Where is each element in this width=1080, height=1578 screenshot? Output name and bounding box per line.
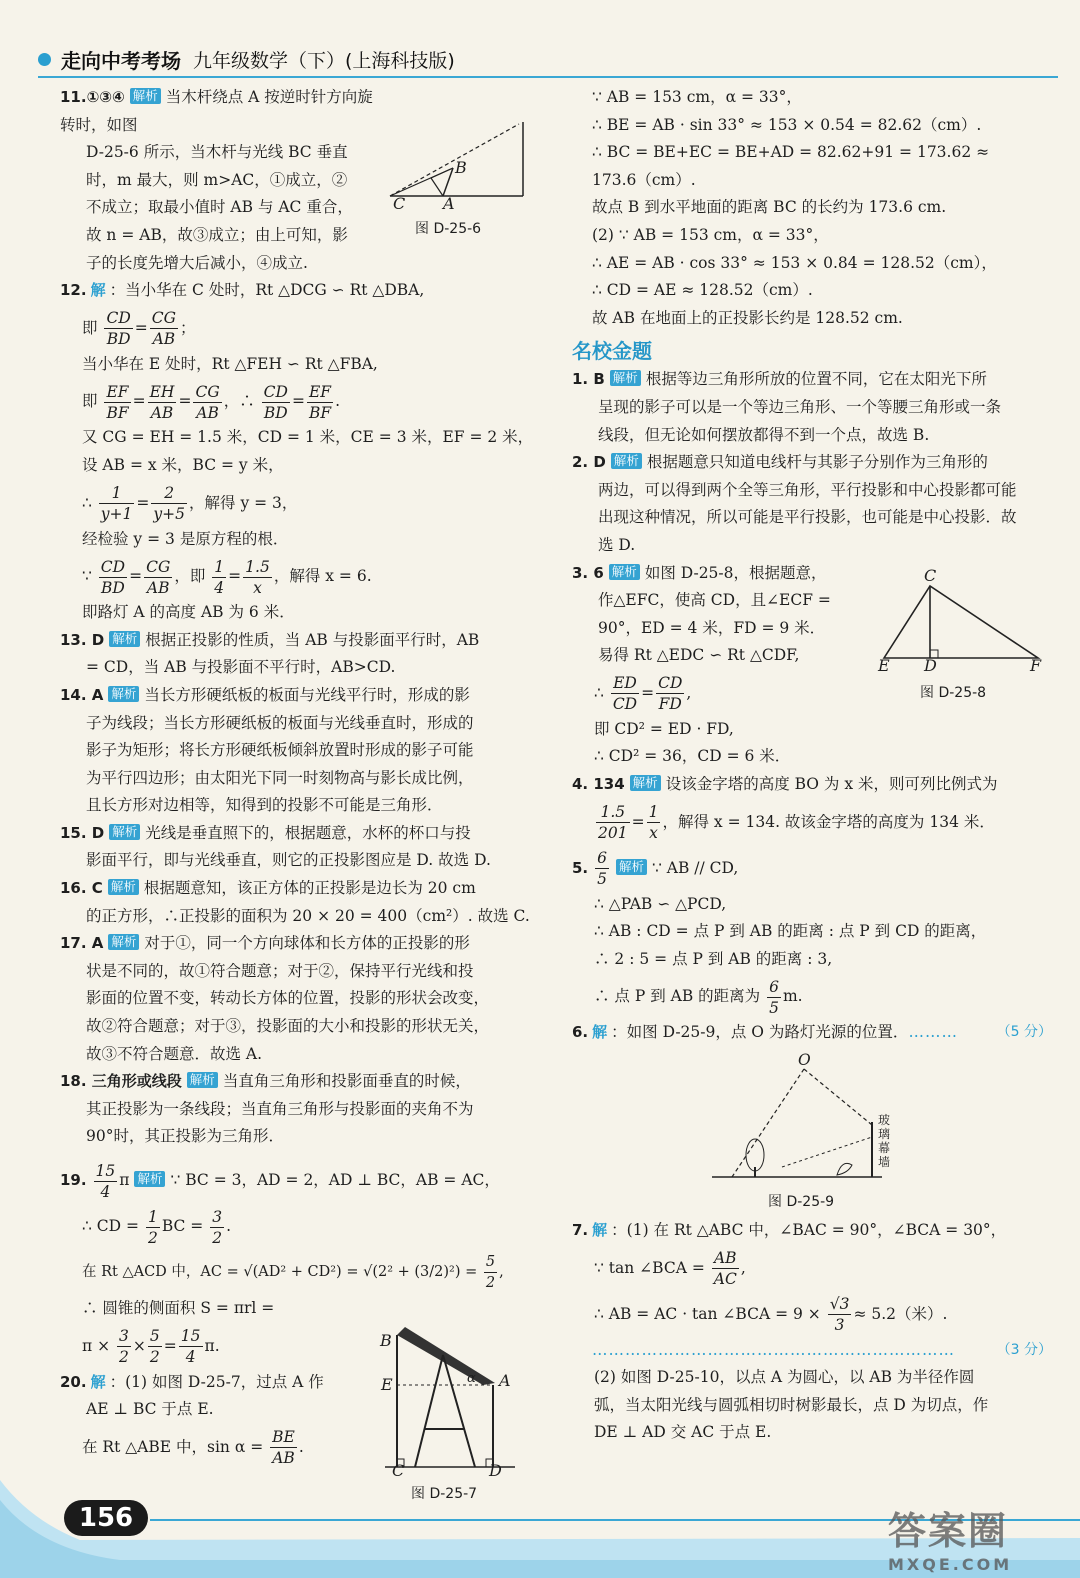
fraction	[179, 1326, 203, 1367]
text-line: ∴ AB : CD = 点 P 到 AB 的距离 : 点 P 到 CD 的距离，	[594, 922, 987, 941]
fig-label: F	[1030, 656, 1042, 675]
analysis-tag: 解析	[609, 564, 640, 580]
denominator: 4	[214, 578, 225, 597]
text-line: 选 D.	[598, 535, 636, 554]
figure-caption: 图 D-25-6	[415, 221, 482, 237]
answer-number: 3. 6	[572, 563, 604, 582]
figure-caption: 图 D-25-8	[920, 685, 987, 701]
answer-number: 17. A	[60, 934, 104, 953]
numerator: AB	[712, 1248, 739, 1269]
header-rule	[38, 76, 1058, 78]
text-line: ∴ AE = AB · cos 33° ≈ 153 × 0.84 = 128.52（cm），	[592, 253, 997, 272]
right-column	[572, 84, 1052, 1447]
analysis-tag: 解析	[109, 631, 140, 647]
answer-number: 7.	[572, 1221, 589, 1240]
answer-number: 18. 三角形或线段	[60, 1072, 182, 1091]
text-line: 影面平行，即与光线垂直，则它的正投影图应是 D. 故选 D.	[86, 851, 491, 870]
fig-label: C	[392, 1461, 405, 1480]
answer-number: 20.	[60, 1372, 87, 1391]
leader-dots: …………………………………………………………	[592, 1340, 955, 1359]
fraction	[210, 1207, 224, 1248]
section-title: 名校金题	[572, 339, 652, 364]
text-line: 为平行四边形；由太阳光下同一时刻物高与影长成比例，	[86, 768, 474, 787]
figure-caption: 图 D-25-9	[768, 1194, 835, 1211]
glass-wall-char: 幕	[878, 1141, 891, 1156]
answer-number: 13. D	[60, 630, 105, 649]
text: ∴ CD =	[82, 1217, 139, 1235]
fraction	[104, 382, 130, 423]
fig-label: A	[499, 1371, 511, 1390]
numerator: CD	[658, 674, 683, 693]
answer-number: 11.①③④	[60, 88, 125, 106]
numerator: ED	[611, 673, 639, 694]
analysis-tag: 解析	[134, 1171, 165, 1187]
text-line: 子为线段；当长方形硬纸板的板面与光线垂直时，形成的	[86, 713, 474, 732]
denominator: x	[649, 824, 658, 843]
answer-number: 16. C	[60, 879, 103, 898]
figure-caption: 图 D-25-7	[411, 1486, 478, 1502]
text: ，∴	[223, 392, 255, 411]
answer-r4	[572, 771, 1052, 845]
fig-label: B	[380, 1331, 392, 1350]
analysis-tag: 解析	[187, 1072, 218, 1088]
analysis-tag: 解析	[616, 859, 647, 875]
denominator: y+5	[153, 505, 186, 524]
text: ×	[132, 1336, 146, 1355]
text-line: 两边，可以得到两个全等三角形，平行投影和中心投影都可能	[598, 480, 1017, 499]
denominator: y+1	[100, 505, 133, 524]
text-line: 的正方形，∴正投影的面积为 20 × 20 = 400（cm²）. 故选 C.	[86, 906, 530, 925]
text: 在 Rt △ACD 中，AC = √(AD² + CD²) = √(2² + (3/2)²) =	[82, 1264, 478, 1280]
text-line: 故 n = AB，故③成立；由上可知，影	[86, 225, 348, 244]
denominator: BD	[101, 578, 125, 597]
text-line: 即路灯 A 的高度 AB 为 6 米．	[82, 603, 295, 622]
fraction	[148, 382, 177, 423]
fraction	[99, 557, 127, 598]
text: ,	[499, 1264, 504, 1280]
denominator: AB	[196, 403, 219, 422]
numerator: 1	[147, 1207, 158, 1226]
numerator: CD	[100, 557, 126, 576]
fraction	[767, 977, 781, 1018]
left-column	[60, 84, 550, 1470]
math-line	[60, 1203, 550, 1249]
text-line: 故点 B 到水平地面的距离 BC 的长约为 173.6 cm.	[592, 198, 947, 217]
text-line: 子的长度先增大后减小，④成立.	[86, 253, 308, 272]
analysis-tag: 解析	[610, 370, 641, 386]
numerator: EF	[104, 382, 130, 403]
fig-label: E	[878, 656, 890, 675]
denominator: 2	[485, 1274, 496, 1291]
text: =	[163, 1336, 177, 1355]
fig-label: D	[924, 656, 937, 675]
numerator: 1.5	[245, 557, 270, 576]
denominator: BD	[106, 330, 131, 349]
text-line: 且长方形对边相等，知得到的投影不可能是三角形．	[86, 796, 443, 815]
answer-number: 14. A	[60, 685, 104, 704]
denominator: 2	[212, 1228, 223, 1247]
text: π.	[204, 1336, 220, 1355]
math-line	[60, 1249, 550, 1295]
text-line: 影面的位置不变，转动长方体的位置，投影的形状会改变，	[86, 989, 490, 1008]
fraction	[151, 483, 187, 524]
text: .	[226, 1217, 232, 1235]
text-line: 故 AB 在地面上的正投影长约是 128.52 cm.	[592, 308, 903, 327]
text: 即	[82, 318, 98, 337]
answer-12: 12. 解 ：当小华在 C 处时，Rt △DCG ∽ Rt △DBA, 即 $\frac{CD}{BD}$ = $\frac{CG}{AB}$ ； 当小华在 E 处时，Rt △FEH ∽ Rt △FBA, 即 $\frac{EF}{BF}$ = $\frac{EH}{AB}$ = $\frac{CG}{AB}$ ，∴ $\frac{CD}{BD}$ = $\frac{EF}{BF}$ . 又 CG = EH = 1.5 米，CD = 1 米，CE = 3 米，EF = 2 米， 设 AB = x 米，BC = y 米， ∴ $\frac{1}{y+1}$ = $\frac{2}{y+5}$ ，解得 y = 3， 经检验 y = 3 是原方程的根． ∵ $\frac{CD}{BD}$ = $\frac{CG}{AB}$ ，即 $\frac{1}{4}$ = $\frac{1.5}{x}$ ，解得 x = 6. 即路灯 A 的高度 AB 为 6 米．	[60, 277, 550, 627]
glass-wall-char: 璃	[878, 1127, 891, 1142]
text-line: 当长方形硬纸板的板面与光线平行时，形成的影	[144, 685, 470, 704]
fraction	[104, 308, 132, 349]
text: 在 Rt △ABE 中，sin α =	[82, 1437, 264, 1456]
text-line: 根据题意只知道电线杆与其影子分别作为三角形的	[646, 453, 988, 472]
denominator: AB	[272, 1449, 295, 1468]
math-line: ∴ $\frac{1}{y+1}$ = $\frac{2}{y+5}$ ，解得 y = 3，	[82, 484, 298, 524]
text-line: 不成立；取最小值时 AB 与 AC 重合，	[86, 198, 353, 217]
answer-r1	[572, 366, 1052, 449]
math-line	[572, 1245, 1052, 1291]
watermark-url: MXQE.COM	[888, 1555, 1013, 1574]
answer-14	[60, 682, 550, 820]
fraction	[647, 802, 661, 843]
numerator: 15	[180, 1327, 201, 1346]
denominator: 2	[147, 1228, 158, 1247]
score-line	[572, 1337, 1052, 1365]
text-line: 光线是垂直照下的，根据题意，水杯的杯口与投	[145, 823, 471, 842]
denominator: FD	[658, 695, 682, 714]
numerator: 1	[99, 483, 135, 504]
answer-number: 5.	[572, 858, 589, 877]
text: BC =	[161, 1217, 204, 1235]
numerator: CD	[263, 382, 288, 401]
leader-dots: ………	[908, 1023, 958, 1042]
text-line: = CD，当 AB 与投影面不平行时，AB>CD.	[86, 658, 396, 677]
denominator: BD	[263, 403, 288, 422]
fig-label: E	[381, 1375, 393, 1394]
text: π	[119, 1171, 130, 1189]
math-line: 即 $\frac{EF}{BF}$ = $\frac{EH}{AB}$ = $\frac{CG}{AB}$ ，∴ $\frac{CD}{BD}$ = $\frac{EF}{BF}$ .	[82, 382, 341, 422]
fraction	[828, 1294, 852, 1335]
text-line: 设该金字塔的高度 BO 为 x 米，则可列比例式为	[665, 775, 998, 794]
text-line: 故②符合题意；对于③，投影面的大小和投影的形状无关，	[86, 1017, 490, 1036]
denominator: AB	[146, 578, 170, 597]
text-line: AE ⊥ BC 于点 E.	[86, 1400, 214, 1419]
answer-17	[60, 930, 550, 1068]
watermark-logo	[888, 1500, 1058, 1574]
text-line: 根据等边三角形所放的位置不同，它在太阳光下所	[645, 370, 987, 389]
figure-d-25-9-drawing	[572, 1047, 1052, 1187]
text-line: 影子为矩形；将长方形硬纸板倾斜放置时形成的影子可能	[86, 741, 474, 760]
text-line: (1) 如图 D-25-7，过点 A 作	[125, 1372, 324, 1391]
answer-r5	[572, 845, 1052, 1020]
fraction	[262, 382, 290, 423]
text-line: 作△EFC，使高 CD，且∠ECF =	[598, 591, 831, 610]
text: ∴ 点 P 到 AB 的距离为	[594, 987, 761, 1006]
text-line: 173.6（cm）.	[592, 170, 696, 189]
solution-mark: 解	[90, 1372, 106, 1391]
fraction	[94, 1161, 118, 1202]
math-line: 即 $\frac{CD}{BD}$ = $\frac{CG}{AB}$ ；	[82, 309, 196, 349]
text-line: (2) ∵ AB = 153 cm，α = 33°，	[592, 225, 829, 244]
watermark-title: 答案圈	[888, 1509, 1009, 1553]
denominator: AC	[713, 1270, 737, 1289]
math-line	[572, 973, 1052, 1019]
text: ,	[740, 1258, 746, 1277]
fig-label: α	[467, 1371, 476, 1386]
text-line: 如图 D-25-9，点 O 为路灯光源的位置．	[626, 1023, 909, 1042]
text-line: 根据正投影的性质，当 AB 与投影面平行时，AB	[145, 630, 480, 649]
header-dot-icon	[38, 53, 51, 66]
math-line	[572, 1291, 1052, 1337]
answer-20: 20. 解 ：(1) 如图 D-25-7，过点 A 作 AE ⊥ BC 于点 E. 在 Rt △ABE 中，sin α = $\frac{BE}{AB}$ .	[60, 1369, 550, 1470]
text-line: 时，m 最大，则 m>AC，①成立，②	[86, 170, 348, 189]
text-line: DE ⊥ AD 交 AC 于点 E.	[594, 1423, 772, 1442]
text-line: ∴ BC = BE+EC = BE+AD = 82.62+91 = 173.62 ≈	[592, 143, 990, 162]
text: ∴ AB = AC · tan ∠BCA = 9 ×	[594, 1304, 821, 1323]
score-mark: （5 分）	[996, 1024, 1052, 1041]
math-line: ∵ $\frac{CD}{BD}$ = $\frac{CG}{AB}$ ，即 $\frac{1}{4}$ = $\frac{1.5}{x}$ ，解得 x = 6.	[82, 557, 372, 597]
numerator: 3	[119, 1327, 129, 1346]
fig-label: A	[443, 194, 455, 213]
text-line: 出现这种情况，所以可能是平行投影，也可能是中心投影．故	[598, 508, 1017, 527]
text: 即	[82, 392, 98, 411]
analysis-tag: 解析	[611, 453, 642, 469]
analysis-tag: 解析	[630, 775, 661, 791]
answer-number: 12.	[60, 281, 87, 300]
text-line: D-25-6 所示，当木杆与光线 BC 垂直	[86, 143, 348, 162]
numerator: CG	[146, 557, 171, 576]
text-line: ∴ 2 : 5 = 点 P 到 AB 的距离 : 3,	[594, 949, 833, 968]
answer-r6: 6. 解 ：如图 D-25-9，点 O 为路灯光源的位置．……… （5 分） O 玻 璃 幕 墙 图 D-25-9	[572, 1019, 1052, 1217]
fraction	[212, 557, 226, 598]
text: ，即	[174, 567, 206, 586]
text-line: ∴ BE = AB · sin 33° ≈ 153 × 0.54 = 82.62（cm）.	[592, 115, 982, 134]
continued-solution	[572, 84, 1052, 332]
text-line: 其正投影为一条线段；当直角三角形与投影面的夹角不为	[86, 1099, 474, 1118]
text-line: 当小华在 E 处时，Rt △FEH ∽ Rt △FBA,	[82, 354, 378, 373]
answer-number: 6.	[572, 1023, 589, 1042]
fig-label: C	[924, 566, 937, 585]
fraction	[99, 483, 135, 524]
text-line: 当木杆绕点 A 按逆时针方向旋转时，如图	[60, 88, 373, 134]
text-line: 线段，但无论如何摆放都得不到一个点，故选 B.	[598, 425, 930, 444]
fraction	[307, 382, 333, 423]
denominator: 4	[185, 1348, 196, 1367]
text-line: 当小华在 C 处时，Rt △DCG ∽ Rt △DBA,	[125, 281, 425, 300]
denominator: x	[253, 578, 262, 597]
fraction	[193, 382, 221, 423]
denominator: BF	[308, 403, 332, 422]
answer-r2	[572, 449, 1052, 559]
text-line: ∴ △PAB ∽ △PCD,	[594, 894, 727, 913]
numerator: 5	[149, 1327, 160, 1346]
answer-16	[60, 875, 550, 930]
numerator: √3	[829, 1295, 850, 1314]
answer-number: 1. B	[572, 370, 605, 389]
fraction	[150, 308, 178, 349]
text-line: (1) 在 Rt △ABC 中，∠BAC = 90°，∠BCA = 30°，	[626, 1221, 1007, 1240]
fraction	[146, 1207, 160, 1248]
denominator: BF	[106, 403, 129, 422]
text-line: 90°时，其正投影为三角形．	[86, 1127, 284, 1146]
denominator: 201	[598, 824, 628, 843]
numerator: BE	[272, 1428, 295, 1447]
figure-d-25-7-drawing	[375, 1325, 525, 1475]
solution-mark: 解	[90, 281, 106, 300]
denominator: 5	[597, 870, 607, 889]
math-line	[572, 845, 1052, 891]
fraction	[611, 673, 639, 714]
text: ∵ BC = 3，AD = 2，AD ⊥ BC，AB = AC，	[170, 1171, 500, 1189]
glass-wall-char: 墙	[878, 1155, 891, 1170]
numerator: 1	[648, 803, 659, 822]
figure-d-25-8	[870, 566, 1050, 712]
text: ，解得 y = 3，	[189, 493, 298, 512]
text: ；	[180, 318, 196, 337]
numerator: 2	[151, 483, 187, 504]
text-line: ∵ AB = 153 cm，α = 33°，	[592, 88, 802, 106]
solution-mark: 解	[592, 1221, 608, 1240]
denominator: AB	[152, 330, 176, 349]
glass-wall-char: 玻	[878, 1113, 891, 1128]
text-line: ∴ CD = AE ≈ 128.52（cm）.	[592, 281, 813, 300]
fig-label: D	[489, 1461, 502, 1480]
text-line: (2) 如图 D-25-10，以点 A 为圆心，以 AB 为半径作圆	[594, 1368, 975, 1387]
numerator: 15	[95, 1161, 116, 1180]
numerator: 1	[214, 557, 225, 576]
answer-18	[60, 1068, 550, 1151]
figure-d-25-8-drawing	[870, 572, 1050, 682]
fraction	[595, 848, 609, 889]
text-line: 对于①，同一个方向球体和长方体的正投影的形	[144, 934, 470, 953]
math-line: ∴ $\frac{ED}{CD}$ = $\frac{CD}{FD}$ ,	[594, 674, 692, 714]
text-line: 90°，ED = 4 米，FD = 9 米．	[598, 618, 826, 637]
figure-d-25-6	[385, 118, 530, 238]
text: m.	[782, 987, 803, 1006]
denominator: 3	[834, 1316, 845, 1335]
text: ∵ AB // CD,	[651, 858, 739, 877]
fraction	[148, 1326, 162, 1367]
denominator: 2	[149, 1348, 160, 1367]
page-header	[38, 44, 1058, 74]
denominator: 5	[769, 998, 779, 1017]
text-line: 经检验 y = 3 是原方程的根．	[82, 529, 289, 548]
text-line: 故③不符合题意．故选 A.	[86, 1044, 263, 1063]
text-line: 即 CD² = ED · FD,	[594, 719, 734, 738]
text: ,	[686, 683, 692, 702]
analysis-tag: 解析	[108, 934, 139, 950]
fraction	[243, 557, 272, 598]
fraction	[144, 557, 172, 598]
answer-number: 15. D	[60, 823, 105, 842]
answer-15	[60, 820, 550, 875]
denominator: 2	[119, 1348, 129, 1367]
text: π ×	[82, 1336, 111, 1355]
numerator: CG	[195, 382, 220, 401]
analysis-tag: 解析	[108, 879, 139, 895]
answer-r7: 7. 解 ：(1) 在 Rt △ABC 中，∠BAC = 90°，∠BCA = 30°， ∵ tan ∠BCA = $\frac{AB}{AC}$ , ∴ AB = AC · tan ∠BCA = 9 × $\frac{√3}{3}$ ≈ 5.2（米）. ………………………………………………………… （3 分） (2) 如图 D-25-10，以点 A 为圆心，以 AB 为半径作圆 弧，当太阳光线与圆弧相切时树影最长，点 D 为切点，作 DE ⊥ AD 交 AC 于点 E.	[572, 1217, 1052, 1447]
fraction	[117, 1326, 131, 1367]
text: ，解得 x = 134. 故该金字塔的高度为 134 米．	[662, 812, 995, 831]
header-brand: 走向中考考场	[61, 48, 181, 73]
fig-label: B	[455, 158, 467, 177]
denominator: 4	[100, 1182, 111, 1201]
text-line: 如图 D-25-8，根据题意，	[644, 563, 827, 582]
solution-mark: 解	[592, 1023, 608, 1042]
fraction	[712, 1248, 739, 1289]
answer-number: 4. 134	[572, 775, 625, 794]
text-line: 根据题意知，该正方体的正投影是边长为 20 cm	[143, 879, 476, 898]
fraction	[656, 673, 684, 714]
analysis-tag: 解析	[130, 88, 161, 104]
text-line: 又 CG = EH = 1.5 米，CD = 1 米，CE = 3 米，EF = 2 米，	[82, 428, 534, 447]
text-line: 设 AB = x 米，BC = y 米，	[82, 455, 284, 474]
text-line: 易得 Rt △EDC ∽ Rt △CDF,	[598, 646, 800, 665]
numerator: 6	[597, 849, 607, 868]
numerator: CD	[106, 309, 131, 328]
answer-13	[60, 627, 550, 682]
text-line: 状是不同的，故①符合题意；对于②，保持平行光线和投	[86, 961, 474, 980]
fraction	[484, 1252, 497, 1293]
answer-number: 2. D	[572, 453, 606, 472]
numerator: EF	[307, 382, 333, 403]
text-line: ∴ CD² = 36，CD = 6 米．	[594, 747, 791, 766]
numerator: 6	[769, 977, 779, 996]
text-line: 弧，当太阳光线与圆弧相切时树影最长，点 D 为切点，作	[594, 1395, 989, 1414]
numerator: EH	[149, 382, 175, 401]
text: ∵ tan ∠BCA =	[594, 1258, 705, 1277]
numerator: 3	[212, 1207, 223, 1226]
text-line: 当直角三角形和投影面垂直的时候，	[222, 1072, 471, 1091]
numerator: 5	[484, 1252, 497, 1273]
text: ，解得 x = 6.	[273, 567, 372, 586]
score-mark: （3 分）	[996, 1341, 1052, 1358]
numerator: CG	[151, 309, 176, 328]
text: ∴	[594, 683, 604, 702]
page-number: 156	[64, 1500, 148, 1536]
fig-label: C	[393, 194, 406, 213]
math-line: $\frac{1.5}{201}$ = $\frac{1}{x}$ ，解得 x = 134. 故该金字塔的高度为 134 米．	[598, 803, 995, 843]
fraction	[596, 802, 630, 843]
glass-wall-label	[878, 1113, 894, 1169]
figure-d-25-9	[572, 1047, 1052, 1217]
math-line	[60, 1157, 550, 1203]
header-subtitle: 九年级数学（下）(上海科技版)	[193, 49, 455, 72]
text: ≈ 5.2（米）.	[853, 1304, 948, 1323]
analysis-tag: 解析	[108, 686, 139, 702]
fig-label: O	[798, 1051, 811, 1070]
analysis-tag: 解析	[109, 824, 140, 840]
text: .	[298, 1437, 304, 1456]
text-line: 呈现的影子可以是一个等边三角形、一个等腰三角形或一条	[598, 397, 1002, 416]
denominator: CD	[612, 695, 638, 714]
text-line: ∴ 圆锥的侧面积 S = πrl =	[82, 1299, 275, 1317]
numerator: 1.5	[596, 802, 630, 823]
denominator: AB	[150, 403, 174, 422]
answer-number: 19.	[60, 1171, 87, 1189]
